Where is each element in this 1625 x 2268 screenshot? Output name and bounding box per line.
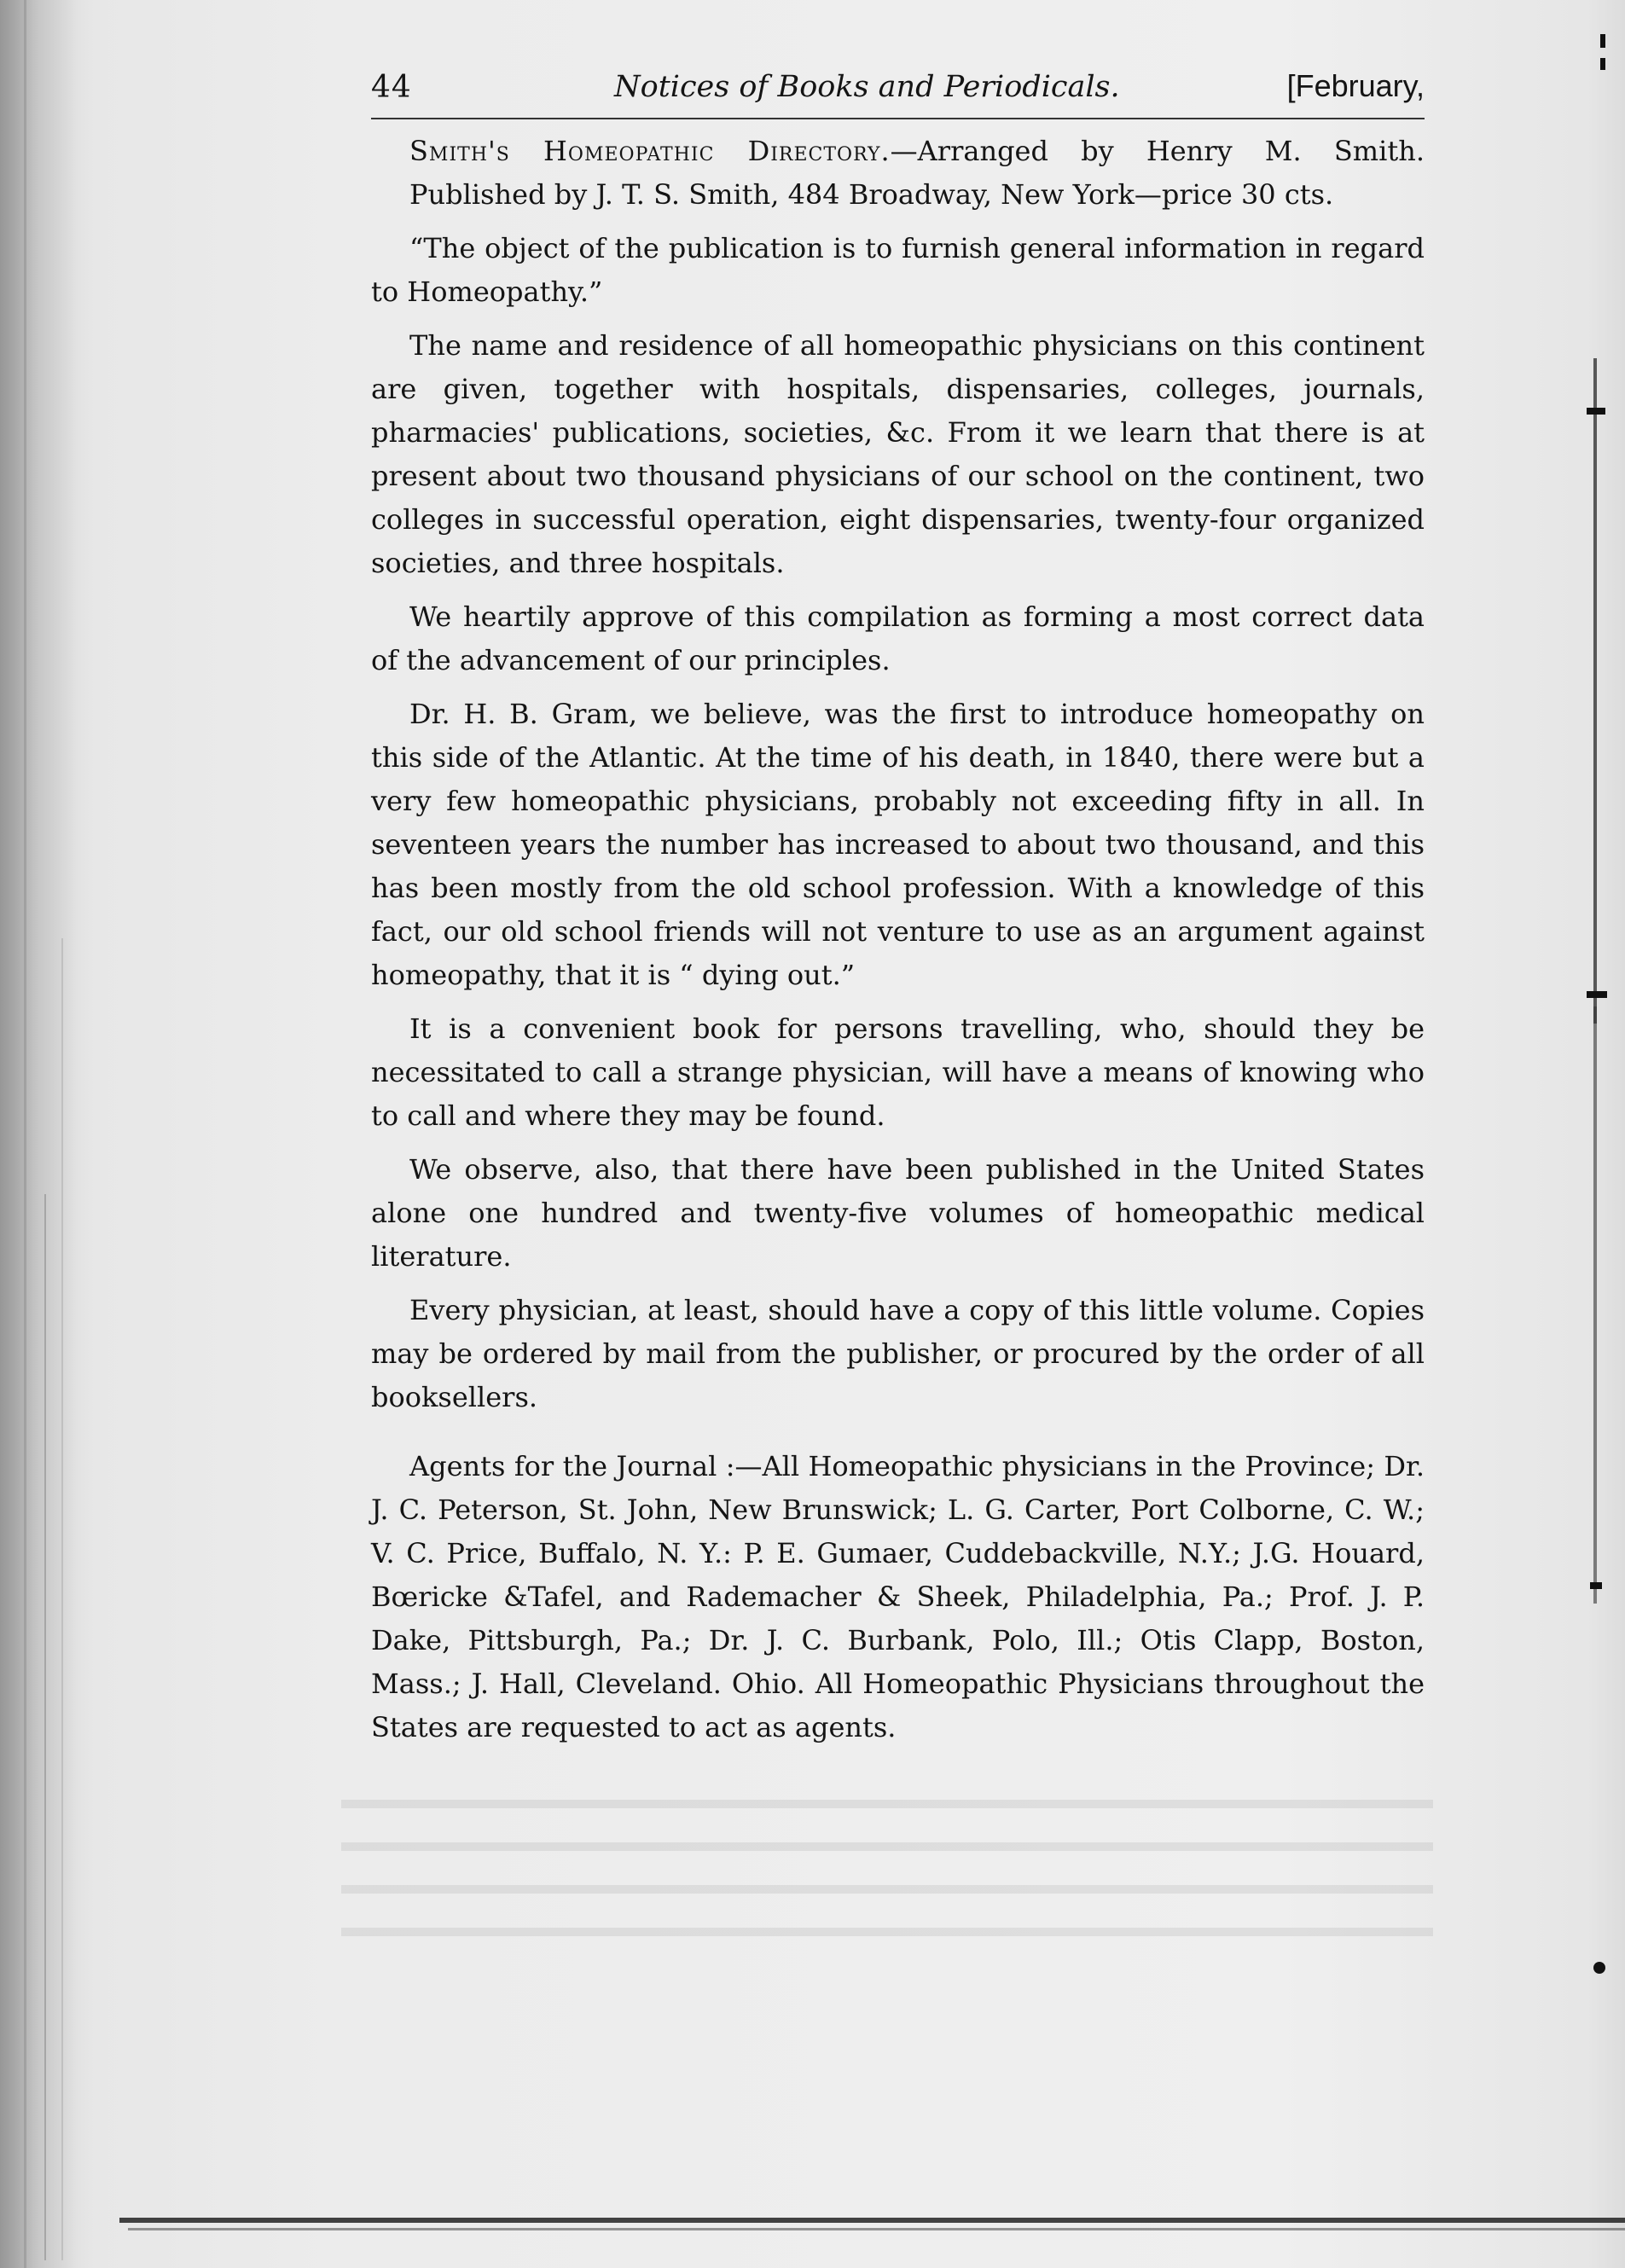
running-title: Notices of Books and Periodicals. (614, 70, 1120, 104)
notice-heading (371, 130, 1425, 217)
paragraph: We observe, also, that there have been published in the United States alone one hundred and twenty-five volumes of homeopathic medical literature. (371, 1153, 1425, 1273)
edge-mark (1587, 408, 1605, 415)
paragraph: We heartily approve of this compilation as forming a most correct data of the advancement of our principles. (371, 600, 1425, 676)
publisher-line: Published by J. T. S. Smith, 484 Broadway, New York—price 30 cts. (409, 178, 1334, 211)
page-number: 44 (371, 70, 412, 105)
edge-mark (1593, 1962, 1605, 1974)
edge-mark (1587, 991, 1607, 998)
paragraph: The name and residence of all homeopathic physicians on this continent are given, together with hospitals, dispensaries, colleges, journals, pharmacies' publications, societies, &c. From it we learn that there is at present about two thousand physicians of our school on the continent, two colleges in successful operation, eight dispensaries, twenty-four organized societies, and three hospitals. (371, 329, 1425, 579)
running-head (371, 67, 1425, 119)
page-bottom-edge (119, 2218, 1625, 2223)
page-edge-rule (1593, 1006, 1597, 1604)
notice-title-rest: —Arranged by Henry M. Smith. (890, 135, 1425, 167)
page-bottom-edge (128, 2228, 1625, 2230)
gutter-line (44, 1194, 46, 2260)
notice-title: Smith's Homeopathic Directory. (409, 135, 891, 167)
bleed-through-text (341, 1800, 1433, 1936)
paragraph: Every physician, at least, should have a copy of this little volume. Copies may be ordered by mail from the publisher, or procured by the order of all booksellers. (371, 1294, 1425, 1413)
edge-mark (1600, 34, 1605, 48)
paragraph: It is a convenient book for persons travelling, who, should they be necessitated to call a strange physician, will have a means of knowing who to call and where they may be found. (371, 1012, 1425, 1132)
agents-paragraph: Agents for the Journal :—All Homeopathic physicians in the Province; Dr. J. C. Peterson, St. John, New Brunswick; L. G. Carter, Port Colborne, C. W.; V. C. Price, Buffalo, N. Y.: P. E. Gumaer, Cuddebackville, N.Y.; J.G. Houard, Bœricke &Tafel, and Rademacher & Sheek, Philadelphia, Pa.; Prof. J. P. Dake, Pittsburgh, Pa.; Dr. J. C. Burbank, Polo, Ill.; Otis Clapp, Boston, Mass.; J. Hall, Cleveland. Ohio. All Homeopathic Physicians throughout the States are requested to act as agents. (371, 1450, 1425, 1743)
paragraph: “The object of the publication is to furnish general information in regard to Homeopathy.” (371, 232, 1425, 308)
edge-mark (1600, 58, 1605, 70)
page-edge-rule (1593, 358, 1597, 1024)
gutter-line (61, 938, 63, 2260)
gutter-line (24, 0, 26, 2268)
binding-shadow (0, 0, 77, 2268)
article-body (371, 130, 1425, 1760)
paragraph: Dr. H. B. Gram, we believe, was the first to introduce homeopathy on this side of the Atlantic. At the time of his death, in 1840, there were but a very few homeopathic physicians, probably not exceeding fifty in all. In seventeen years the number has increased to about two thousand, and this has been mostly from the old school profession. With a knowledge of this fact, our old school friends will not venture to use as an argument against homeopathy, that it is “ dying out.” (371, 698, 1425, 991)
running-date: [February, (1286, 68, 1425, 103)
edge-mark (1590, 1582, 1602, 1589)
spacer (371, 1430, 1425, 1445)
